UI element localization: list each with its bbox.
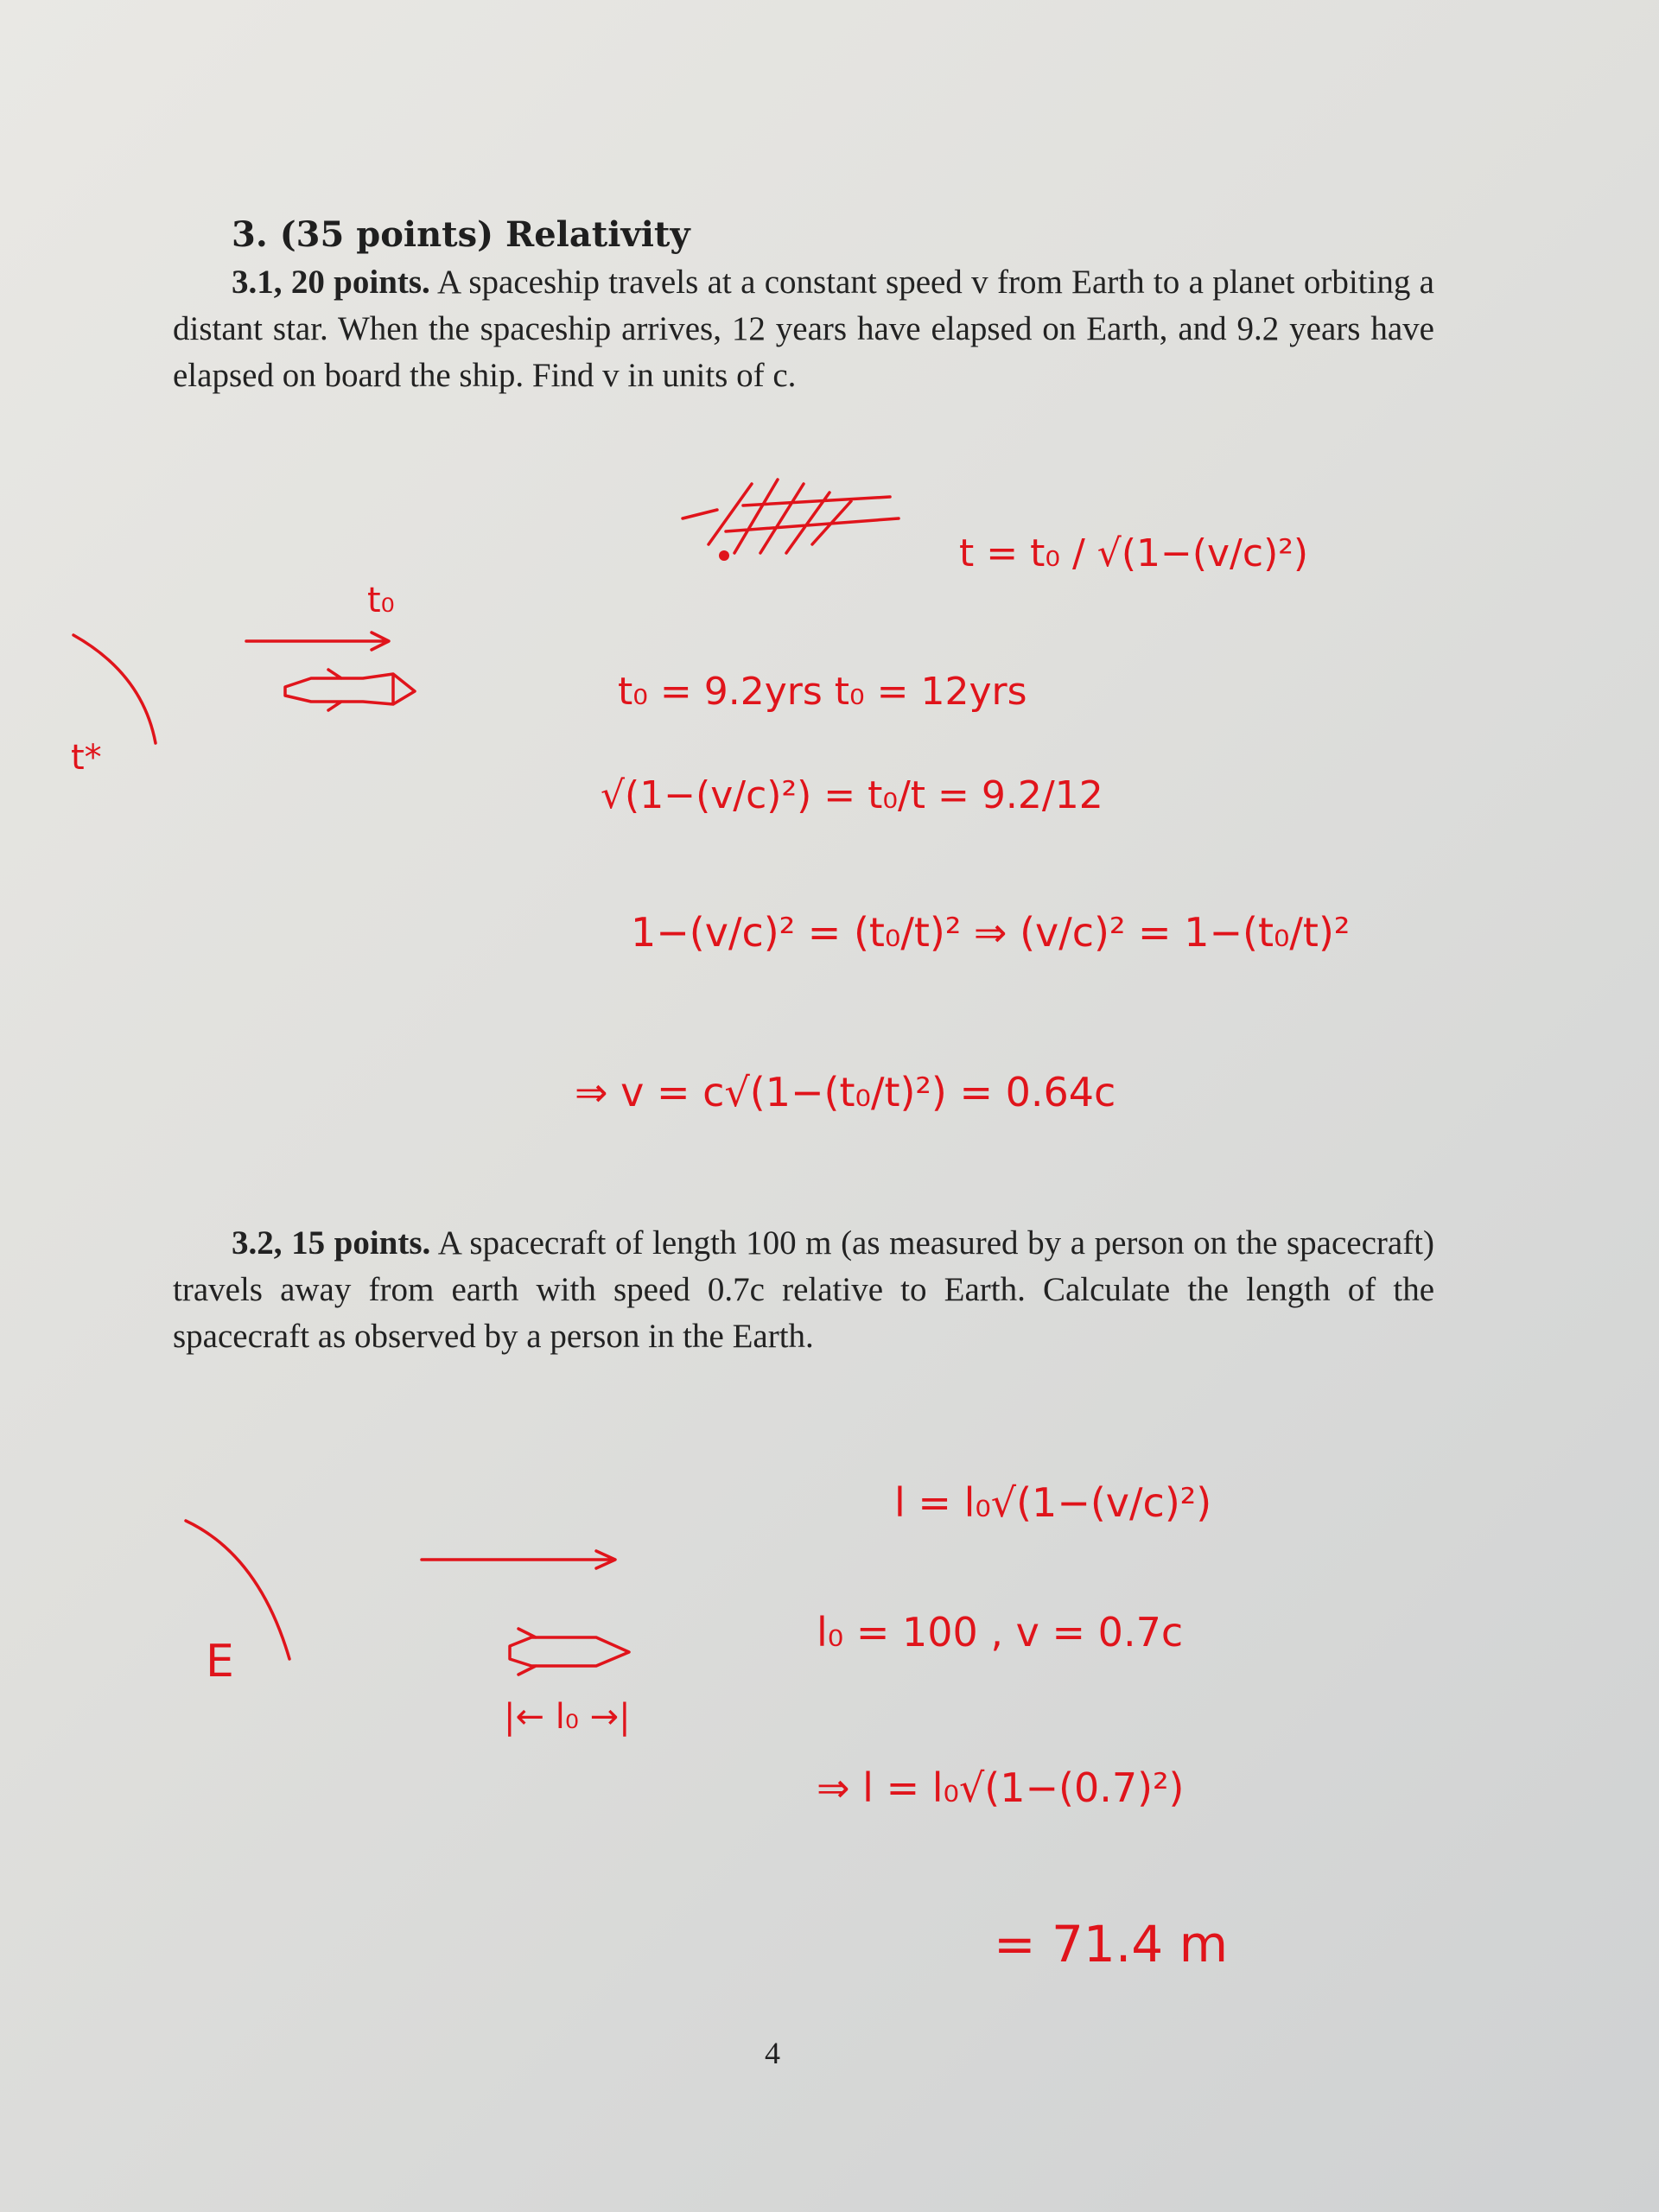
- problem-title: (35 points) Relativity: [279, 214, 690, 255]
- sol1-ratio: √(1−(v/c)²) = t₀/t = 9.2/12: [601, 773, 1103, 817]
- earth-arc-diagram-2: [186, 1521, 289, 1688]
- earth-arc-diagram-1: [71, 635, 156, 778]
- spaceship-diagram-2: [422, 1551, 631, 1737]
- part-3-1-label: 3.1, 20 points.: [232, 264, 430, 301]
- sol2-answer: = 71.4 m: [994, 1915, 1229, 1974]
- label-E: E: [206, 1636, 234, 1688]
- sol1-givens: t₀ = 9.2yrs t₀ = 12yrs: [618, 670, 1027, 714]
- sol2-formula: l = l₀√(1−(v/c)²): [894, 1479, 1212, 1526]
- sol1-squared: 1−(v/c)² = (t₀/t)² ⇒ (v/c)² = 1−(t₀/t)²: [631, 909, 1351, 956]
- spaceship-diagram-1: [246, 581, 415, 710]
- page-number: 4: [765, 2036, 780, 2070]
- label-l0-bracket: |← l₀ →|: [504, 1697, 631, 1737]
- label-tstar: t*: [71, 738, 102, 778]
- sol1-formula: t = t₀ / √(1−(v/c)²): [959, 531, 1309, 575]
- part-3-2-label: 3.2, 15 points.: [232, 1224, 431, 1262]
- sol2-substitution: ⇒ l = l₀√(1−(0.7)²): [817, 1764, 1185, 1811]
- sol2-givens: l₀ = 100 , v = 0.7c: [817, 1609, 1184, 1656]
- problem-number: 3.: [232, 214, 268, 255]
- part-3-2-text: A spacecraft of length 100 m (as measured by a person on the spacecraft) travels away from earth with speed 0.7c relative to Earth. Calculate the length of the spacecraft as observed by a person in the Earth.: [173, 1224, 1434, 1355]
- scribble-crossout: [683, 480, 899, 561]
- sol1-result: ⇒ v = c√(1−(t₀/t)²) = 0.64c: [575, 1069, 1116, 1116]
- part-3-1-text: A spaceship travels at a constant speed v from Earth to a planet orbiting a distant star. When the spaceship arrives, 12 years have elapsed on Earth, and 9.2 years have elapsed on board the ship. Find v in units of c.: [173, 264, 1434, 394]
- label-t0: t₀: [367, 581, 395, 620]
